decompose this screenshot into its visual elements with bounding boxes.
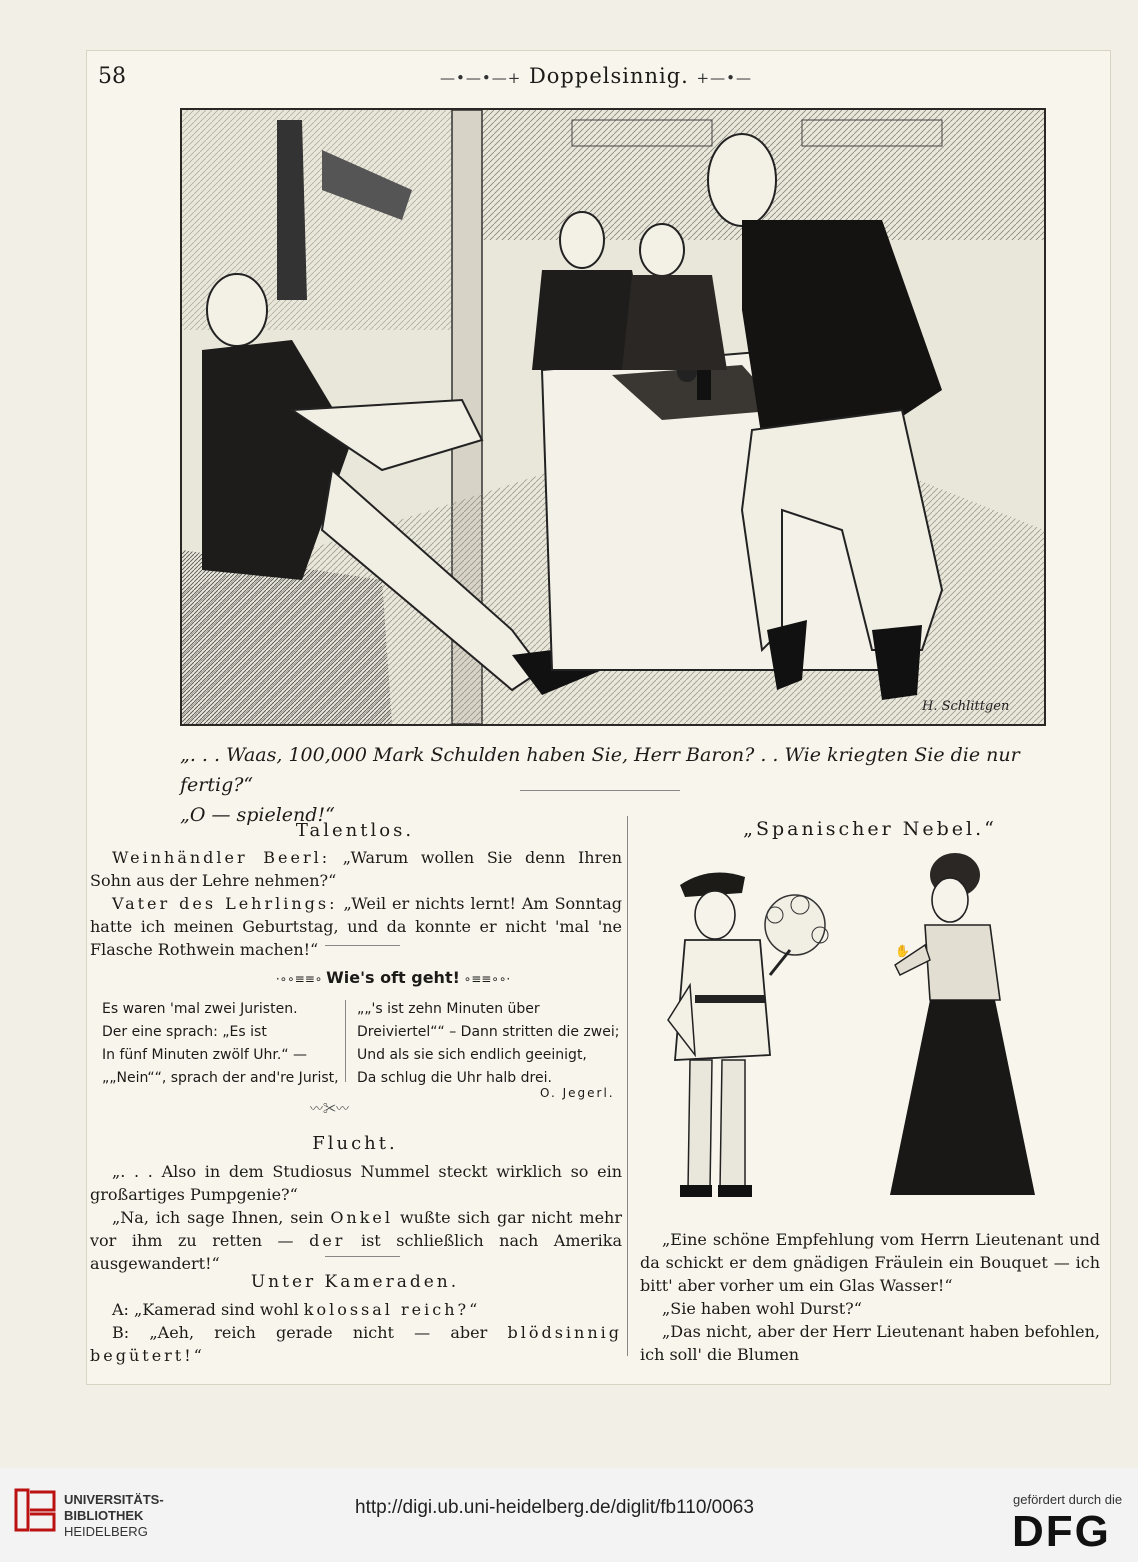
- talentlos-title: Talentlos.: [295, 820, 415, 841]
- funding-caption: gefördert durch die: [1013, 1492, 1123, 1507]
- spanisch-title: „Spanischer Nebel.“: [743, 818, 997, 840]
- flucht-title: Flucht.: [312, 1133, 398, 1154]
- poem-line: „„'s ist zehn Minuten über: [357, 1001, 540, 1017]
- talentlos-body: [90, 846, 622, 961]
- dfg-logo: DFG: [1012, 1507, 1111, 1556]
- spanisch-paragraph-3: „Das nicht, aber der Herr Lieutenant haben befohlen, ich soll' die Blumen: [640, 1322, 1100, 1364]
- caption-line-1: „. . . Waas, 100,000 Mark Schulden haben Sie, Herr Baron? . . Wie kriegten Sie die nur fertig?“: [180, 744, 1020, 796]
- kameraden-line-b: B: „Aeh, reich gerade nicht — aber blödsinnig begütert!“: [90, 1323, 622, 1365]
- svg-text:✋: ✋: [895, 944, 910, 958]
- svg-text:H. Schlittgen: H. Schlittgen: [922, 699, 1010, 714]
- wies-oft-title: Wie's oft geht!: [326, 968, 460, 987]
- flourish-icon: 〰✂〰: [310, 1102, 350, 1117]
- column-divider: [627, 816, 628, 1356]
- poem-left-column: [102, 998, 342, 1090]
- illustration-soldier-lady: [650, 845, 1100, 1215]
- kameraden-title: Unter Kameraden.: [250, 1272, 460, 1292]
- ornament-left: —•—•—+: [440, 69, 522, 87]
- flucht-divider: [325, 1256, 400, 1257]
- spanisch-body: [640, 1228, 1100, 1366]
- spanisch-paragraph-1: „Eine schöne Empfehlung vom Herrn Lieutenant und da schickt er dem gnädigen Fräulein ein Bouquet — ich bitt' aber vorher um ein Glas Wasser!“: [640, 1230, 1100, 1295]
- university-logo-icon: [14, 1486, 56, 1538]
- university-name: UNIVERSITÄTS- BIBLIOTHEK HEIDELBERG: [64, 1492, 164, 1539]
- poem-line: Und als sie sich endlich geeinigt,: [357, 1047, 587, 1063]
- running-head: [440, 64, 752, 88]
- poem-author: O. Jegerl.: [540, 1086, 615, 1100]
- flucht-body: [90, 1160, 622, 1275]
- illustration-gentlemen-club: [180, 108, 1046, 726]
- poem-right-column: [357, 998, 627, 1090]
- wies-oft-title-row: [248, 968, 538, 987]
- talentlos-speaker-2: Vater des Lehrlings:: [112, 894, 338, 913]
- top-caption: [180, 740, 1040, 830]
- ornament-icon: ·∘∘≡≡∘: [275, 972, 327, 986]
- poem-line: Es waren 'mal zwei Juristen.: [102, 1001, 298, 1017]
- kameraden-body: [90, 1298, 622, 1367]
- talentlos-paragraph-2: Vater des Lehrlings: „Weil er nichts lernt! Am Sonntag hatte ich meinen Geburtstag, und da konnte er nicht 'mal 'ne Flasche Rothwein machen!“: [90, 894, 623, 959]
- flucht-paragraph-1: „. . . Also in dem Studiosus Nummel steckt wirklich so ein großartiges Pumpgenie?“: [90, 1162, 622, 1204]
- poem-divider: [345, 1000, 346, 1082]
- spanisch-paragraph-2: „Sie haben wohl Durst?“: [662, 1299, 862, 1318]
- poem-line: In fünf Minuten zwölf Uhr.“ —: [102, 1047, 308, 1063]
- poem-line: „„Nein““, sprach der and're Jurist,: [102, 1070, 339, 1086]
- ornament-right: +—•—: [696, 69, 752, 87]
- ornament-icon: ∘≡≡∘∘·: [459, 972, 511, 986]
- caption-line-2: „O — spielend!“: [180, 804, 335, 826]
- permalink-url[interactable]: http://digi.ub.uni-heidelberg.de/diglit/fb110/0063: [355, 1497, 754, 1518]
- poem-line: Da schlug die Uhr halb drei.: [357, 1070, 552, 1086]
- flucht-paragraph-2: „Na, ich sage Ihnen, sein Onkel wußte sich gar nicht mehr vor ihm zu retten — der ist schließlich nach Amerika ausgewandert!“: [90, 1208, 623, 1273]
- poem-line: Dreiviertel““ – Dann stritten die zwei;: [357, 1024, 620, 1040]
- caption-divider: [520, 790, 680, 791]
- talentlos-speaker-1: Weinhändler Beerl:: [112, 848, 331, 867]
- page-title: Doppelsinnig.: [528, 64, 689, 88]
- talentlos-paragraph-1: Weinhändler Beerl: „Warum wollen Sie denn Ihren Sohn aus der Lehre nehmen?“: [90, 848, 622, 890]
- kameraden-line-a: A: „Kamerad sind wohl kolossal reich?“: [112, 1300, 478, 1319]
- page-number: 58: [98, 64, 126, 89]
- poem-line: Der eine sprach: „Es ist: [102, 1024, 267, 1040]
- talentlos-divider: [325, 945, 400, 946]
